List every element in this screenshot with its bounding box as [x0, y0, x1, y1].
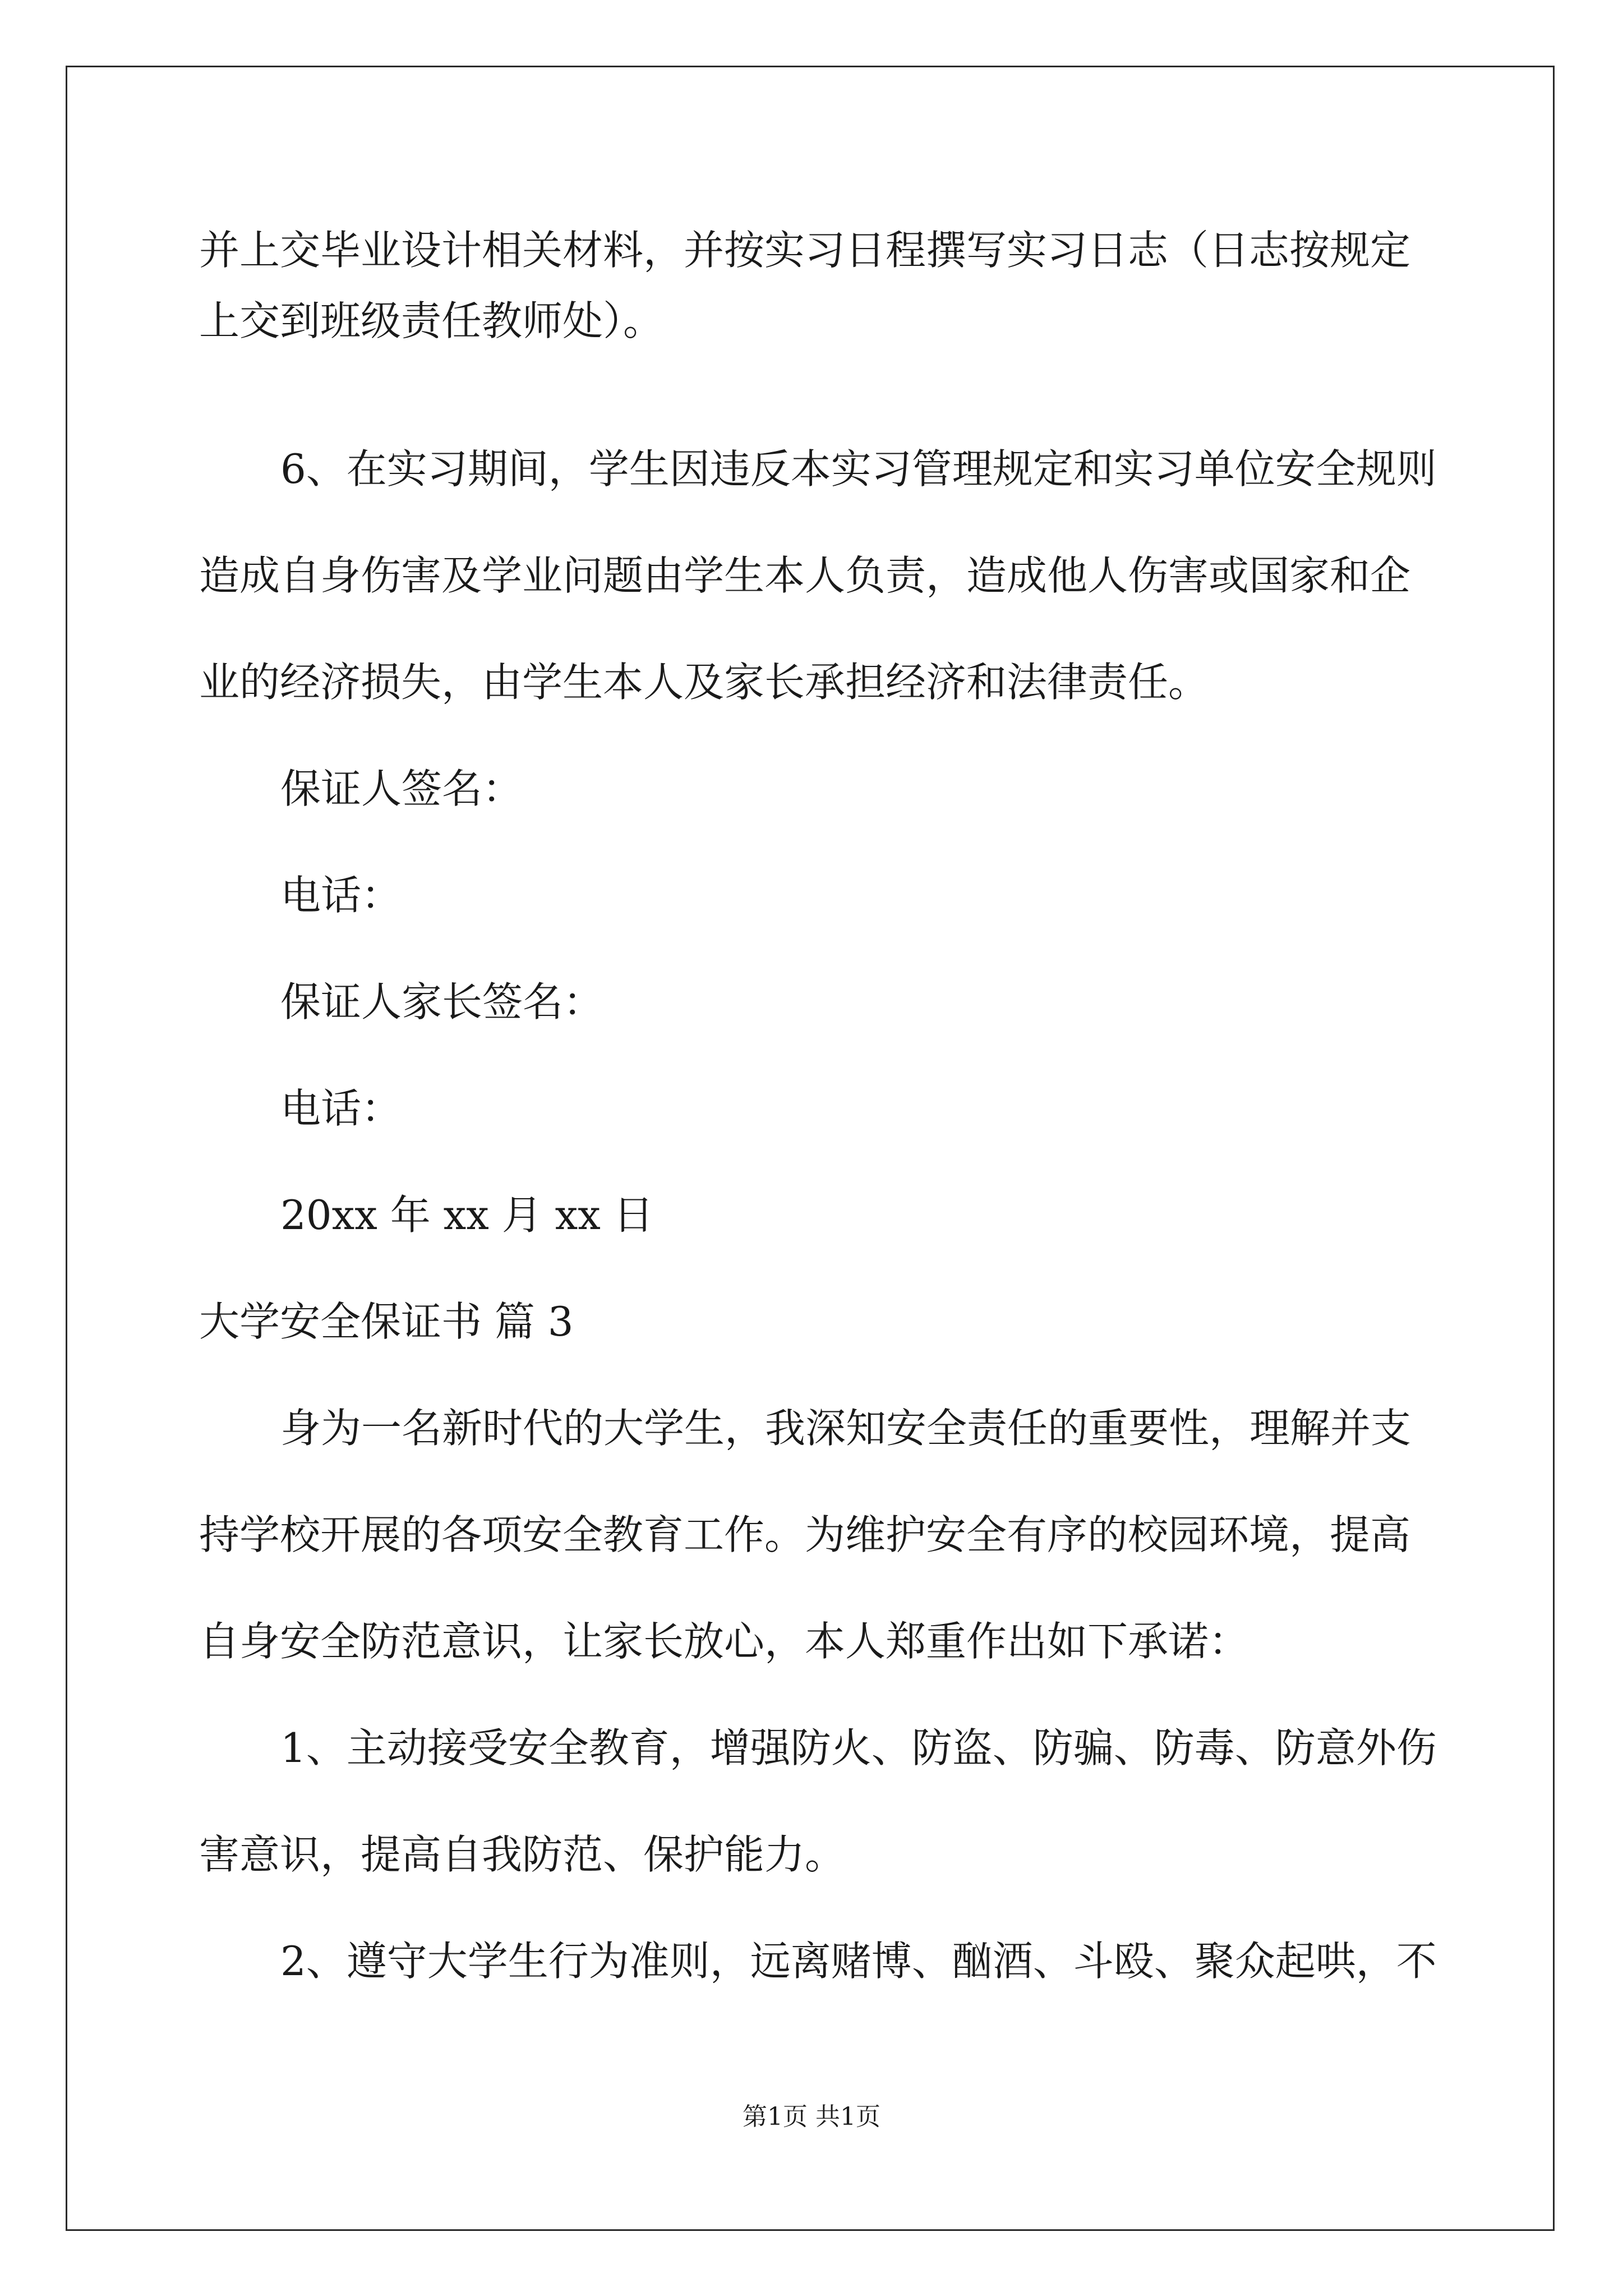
paragraph-line: 并上交毕业设计相关材料，并按实习日程撰写实习日志（日志按规定 [199, 227, 1411, 274]
paragraph-line: 2、遵守大学生行为准则，远离赌博、酗酒、斗殴、聚众起哄，不 [280, 1938, 1437, 1985]
paragraph-line: 造成自身伤害及学业问题由学生本人负责，造成他人伤害或国家和企 [199, 552, 1411, 599]
section-heading: 大学安全保证书 篇 3 [199, 1298, 574, 1345]
paragraph-line: 身为一名新时代的大学生，我深知安全责任的重要性，理解并支 [280, 1405, 1412, 1452]
parent-phone-label: 电话： [280, 1085, 402, 1132]
date-line: 20xx 年 xx 月 xx 日 [280, 1191, 654, 1239]
page-footer: 第1页 共1页 [743, 2102, 880, 2131]
phone-label: 电话： [280, 872, 402, 919]
paragraph-line: 持学校开展的各项安全教育工作。为维护安全有序的校园环境，提高 [199, 1511, 1411, 1558]
paragraph-line: 自身安全防范意识，让家长放心，本人郑重作出如下承诺： [199, 1618, 1249, 1665]
parent-signature-label: 保证人家长签名： [280, 978, 604, 1025]
paragraph-line: 害意识，提高自我防范、保护能力。 [199, 1831, 846, 1878]
page-border [66, 66, 1555, 2231]
paragraph-line: 业的经济损失，由学生本人及家长承担经济和法律责任。 [199, 659, 1209, 706]
paragraph-line: 上交到班级责任教师处）。 [199, 297, 664, 344]
paragraph-line: 1、主动接受安全教育，增强防火、防盗、防骗、防毒、防意外伤 [280, 1724, 1437, 1772]
paragraph-line: 6、在实习期间，学生因违反本实习管理规定和实习单位安全规则 [280, 445, 1437, 493]
signature-label: 保证人签名： [280, 765, 523, 812]
